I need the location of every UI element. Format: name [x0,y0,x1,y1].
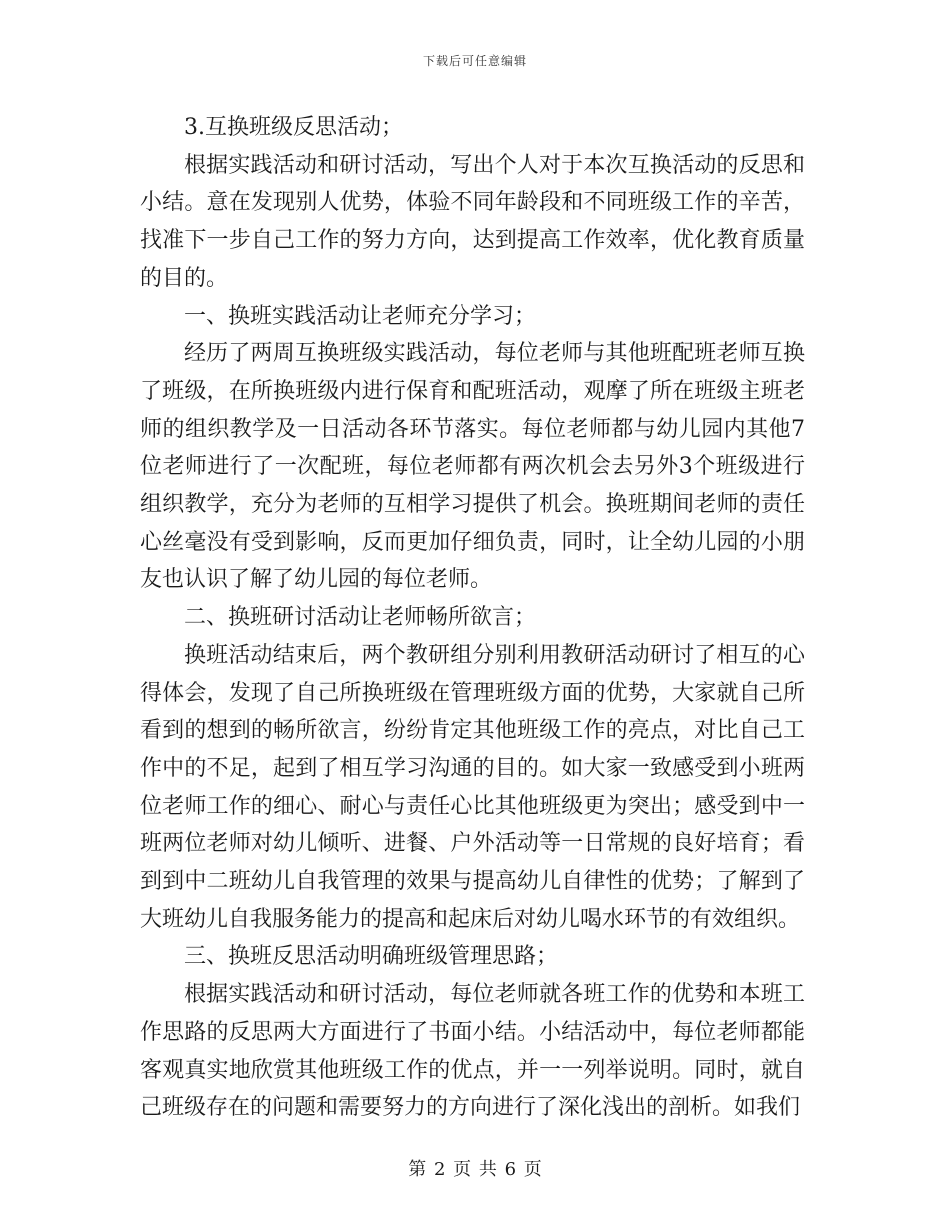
page-footer: 第 2 页 共 6 页 [408,1159,542,1180]
document-body [140,109,805,1127]
paragraph: 根据实践活动和研讨活动，每位老师就各班工作的优势和本班工作思路的反思两大方面进行了书面小结。小结活动中，每位老师都能客观真实地欣赏其他班级工作的优点，并一一列举说明。同时，就自己班级存在的问题和需要努力的方向进行了深化浅出的剖析。如我们 [140,982,805,1121]
paragraph: 根据实践活动和研讨活动，写出个人对于本次互换活动的反思和小结。意在发现别人优势，体验不同年龄段和不同班级工作的辛苦，找准下一步自己工作的努力方向，达到提高工作效率，优化教育质量的目的。 [140,152,805,291]
section-heading-1: 一、换班实践活动让老师充分学习； [184,303,537,329]
page-header: 下载后可任意编辑 [422,54,527,68]
paragraph: 经历了两周互换班级实践活动，每位老师与其他班配班老师互换了班级，在所换班级内进行保育和配班活动，观摩了所在班级主班老师的组织教学及一日活动各环节落实。每位老师都与幼儿园内其他7位老师进行了一次配班，每位老师都有两次机会去另外3个班级进行组织教学，充分为老师的互相学习提供了机会。换班期间老师的责任心丝毫没有受到影响，反而更加仔细负责，同时，让全幼儿园的小朋友也认识了解了幼儿园的每位老师。 [140,341,805,593]
heading-item-3: 3.互换班级反思活动； [184,115,403,140]
paragraph: 换班活动结束后，两个教研组分别利用教研活动研讨了相互的心得体会，发现了自己所换班级在管理班级方面的优势，大家就自己所看到的想到的畅所欲言，纷纷肯定其他班级工作的亮点，对比自己工作中的不足，起到了相互学习沟通的目的。如大家一致感受到小班两位老师工作的细心、耐心与责任心比其他班级更为突出；感受到中一班两位老师对幼儿倾听、进餐、户外活动等一日常规的良好培育；看到到中二班幼儿自我管理的效果与提高幼儿自律性的优势；了解到了大班幼儿自我服务能力的提高和起床后对幼儿喝水环节的有效组织。 [140,642,805,932]
section-heading-2: 二、换班研讨活动让老师畅所欲言； [184,605,537,631]
section-heading-3: 三、换班反思活动明确班级管理思路； [184,944,559,970]
